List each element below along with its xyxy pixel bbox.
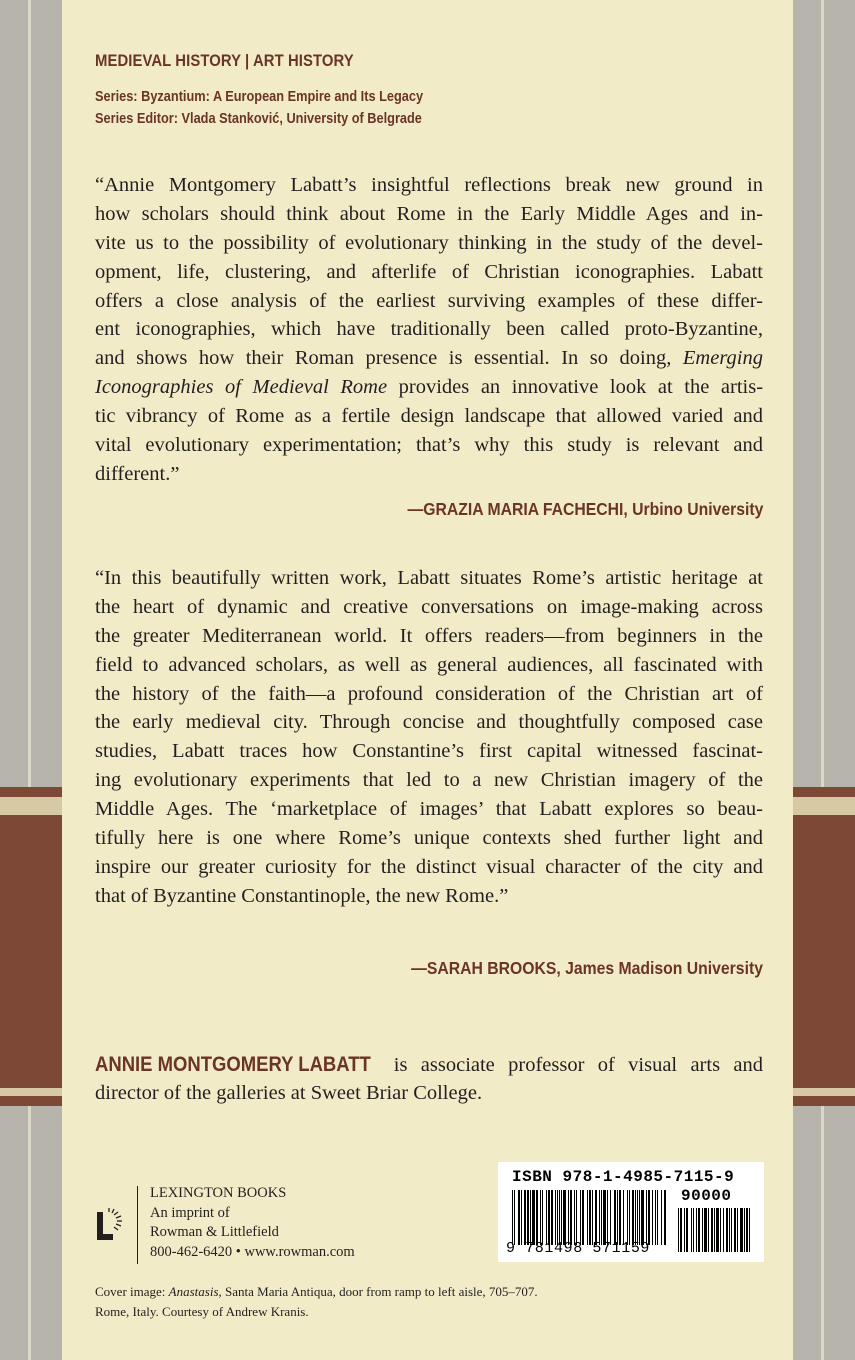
barcode-addon-bars	[678, 1208, 750, 1252]
quote-line: the history of the faith—a profound consideration of the Christian art of	[95, 682, 763, 705]
series-info	[95, 86, 423, 130]
author-name: ANNIE MONTGOMERY LABATT	[95, 1053, 371, 1076]
quote-line: the early medieval city. Through concise and thoughtfully composed case	[95, 711, 763, 734]
publisher-divider	[137, 1186, 138, 1264]
endorser-affiliation: Urbino University	[631, 499, 763, 519]
quote-line-with-title: and shows how their Roman presence is essential. In so doing, Emerging	[95, 347, 763, 370]
quote-line: the greater Mediterranean world. It offers readers—from beginners in the	[95, 624, 763, 647]
quote-line: tifully here is one where Rome’s unique contexts shed further light and	[95, 827, 763, 850]
endorser-affiliation: James Madison University	[565, 958, 763, 978]
series-title: Series: Byzantium: A European Empire and Its Legacy	[95, 89, 424, 105]
publisher-parent: Rowman & Littlefield	[150, 1224, 279, 1240]
quote-line: the heart of dynamic and creative conversations on image-making across	[95, 595, 763, 618]
subject-category: MEDIEVAL HISTORY | ART HISTORY	[95, 52, 354, 70]
quote-line: that of Byzantine Constantinople, the new Rome.”	[95, 884, 509, 907]
author-bio	[95, 1050, 763, 1108]
book-title: Emerging	[682, 347, 763, 370]
endorsement-quote-1	[95, 171, 764, 519]
endorsement-quote-2	[95, 564, 763, 978]
quote-line-with-title: Iconographies of Medieval Rome provides an innovative look at the artis-	[95, 376, 764, 399]
isbn-label: ISBN 978-1-4985-7115-9	[512, 1168, 735, 1186]
artwork-title: Anastasis	[168, 1284, 219, 1299]
cover-image-credit	[95, 1282, 538, 1321]
quote-line: field to advanced scholars, as well as general audiences, all fascinated with	[95, 653, 763, 676]
barcode-digits: 9 781498 571159	[506, 1240, 651, 1257]
isbn-barcode	[498, 1162, 764, 1262]
right-border-decoration	[793, 0, 855, 1360]
quote-line: different.”	[95, 462, 180, 485]
credit-line: Cover image: Anastasis, Santa Maria Antiqua, door from ramp to left aisle, 705–707.	[95, 1284, 538, 1299]
quote-line: Middle Ages. The ‘marketplace of images’ that Labatt explores so beau-	[95, 798, 763, 821]
barcode-bars	[512, 1190, 667, 1245]
quote-line: how scholars should think about Rome in the Early Middle Ages and in-	[95, 202, 763, 225]
book-title: Iconographies of Medieval Rome	[95, 376, 388, 399]
quote-line: offers a close analysis of the earliest surviving examples of these differ-	[95, 289, 763, 312]
quote-attribution	[407, 495, 763, 524]
quote-line: “In this beautifully written work, Labatt situates Rome’s artistic heritage at	[95, 567, 763, 589]
publisher-contact: 800-462-6420 • www.rowman.com	[150, 1243, 355, 1260]
series-editor: Series Editor: Vlada Stanković, University of Belgrade	[95, 111, 422, 127]
publisher-imprint: An imprint of	[150, 1204, 230, 1221]
quote-attribution	[411, 954, 763, 983]
publisher-logo-icon	[95, 1208, 125, 1244]
quote-line: inspire our greater curiosity for the distinct visual character of the city and	[95, 855, 763, 878]
price-code: 90000	[681, 1187, 732, 1205]
publisher-info	[150, 1184, 355, 1262]
quote-line: vite us to the possibility of evolutionary thinking in the study of the devel-	[95, 231, 763, 254]
bio-line: director of the galleries at Sweet Briar College.	[95, 1082, 483, 1104]
quote-line: “Annie Montgomery Labatt’s insightful reflections break new ground in	[95, 174, 763, 196]
quote-line: ing evolutionary experiments that led to a new Christian imagery of the	[95, 769, 763, 792]
endorser-name: —GRAZIA MARIA FACHECHI,	[407, 499, 628, 519]
left-border-decoration	[0, 0, 62, 1360]
quote-line: opment, life, clustering, and afterlife of Christian iconographies. Labatt	[95, 260, 763, 283]
endorser-name: —SARAH BROOKS,	[411, 958, 561, 978]
quote-line: studies, Labatt traces how Constantine’s first capital witnessed fascinat-	[95, 740, 763, 763]
credit-line: Rome, Italy. Courtesy of Andrew Kranis.	[95, 1303, 309, 1319]
quote-line: ent iconographies, which have traditionally been called proto-Byzantine,	[95, 318, 763, 341]
quote-line: tic vibrancy of Rome as a fertile design landscape that allowed varied and	[95, 405, 763, 428]
publisher-name: LEXINGTON BOOKS	[150, 1185, 287, 1201]
quote-line: vital evolutionary experimentation; that’s why this study is relevant and	[95, 434, 763, 457]
bio-line: ANNIE MONTGOMERY LABATT is associate professor of visual arts and	[95, 1050, 763, 1079]
